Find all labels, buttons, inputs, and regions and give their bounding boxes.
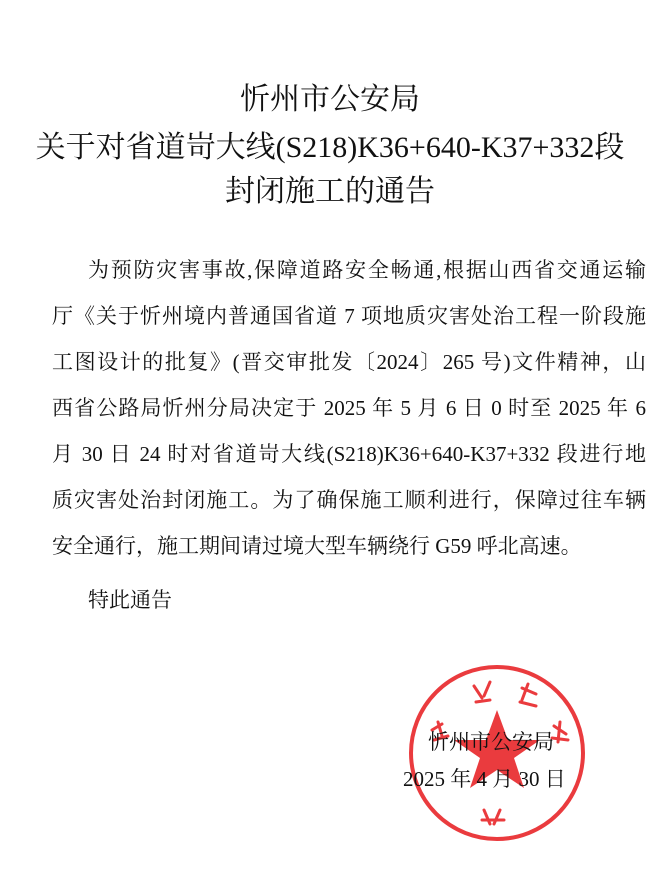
title-line-2: 关于对省道岢大线(S218)K36+640-K37+332段 <box>35 131 625 164</box>
closing-text: 特此通告 <box>88 588 172 612</box>
body-line: 厅《关于忻州境内普通国省道 7 项地质灾害处治工程一阶段施 <box>52 304 646 328</box>
body-line: 工图设计的批复》(晋交审批发〔2024〕265 号)文件精神，山 <box>52 350 646 374</box>
title-line-3: 封闭施工的通告 <box>225 175 435 208</box>
body-line: 安全通行，施工期间请过境大型车辆绕行 G59 呼北高速。 <box>52 534 582 558</box>
body-line: 为预防灾害事故,保障道路安全畅通,根据山西省交通运输 <box>88 258 646 282</box>
signature-date: 2025 年 4 月 30 日 <box>403 767 566 791</box>
title-line-1: 忻州市公安局 <box>240 83 420 116</box>
body-line: 月 30 日 24 时对省道岢大线(S218)K36+640-K37+332 段进行地 <box>52 442 646 466</box>
body-line: 西省公路局忻州分局决定于 2025 年 5 月 6 日 0 时至 2025 年 6 <box>52 396 646 420</box>
body-line: 质灾害处治封闭施工。为了确保施工顺利进行，保障过往车辆 <box>52 488 646 512</box>
signature-org: 忻州市公安局 <box>428 730 554 754</box>
